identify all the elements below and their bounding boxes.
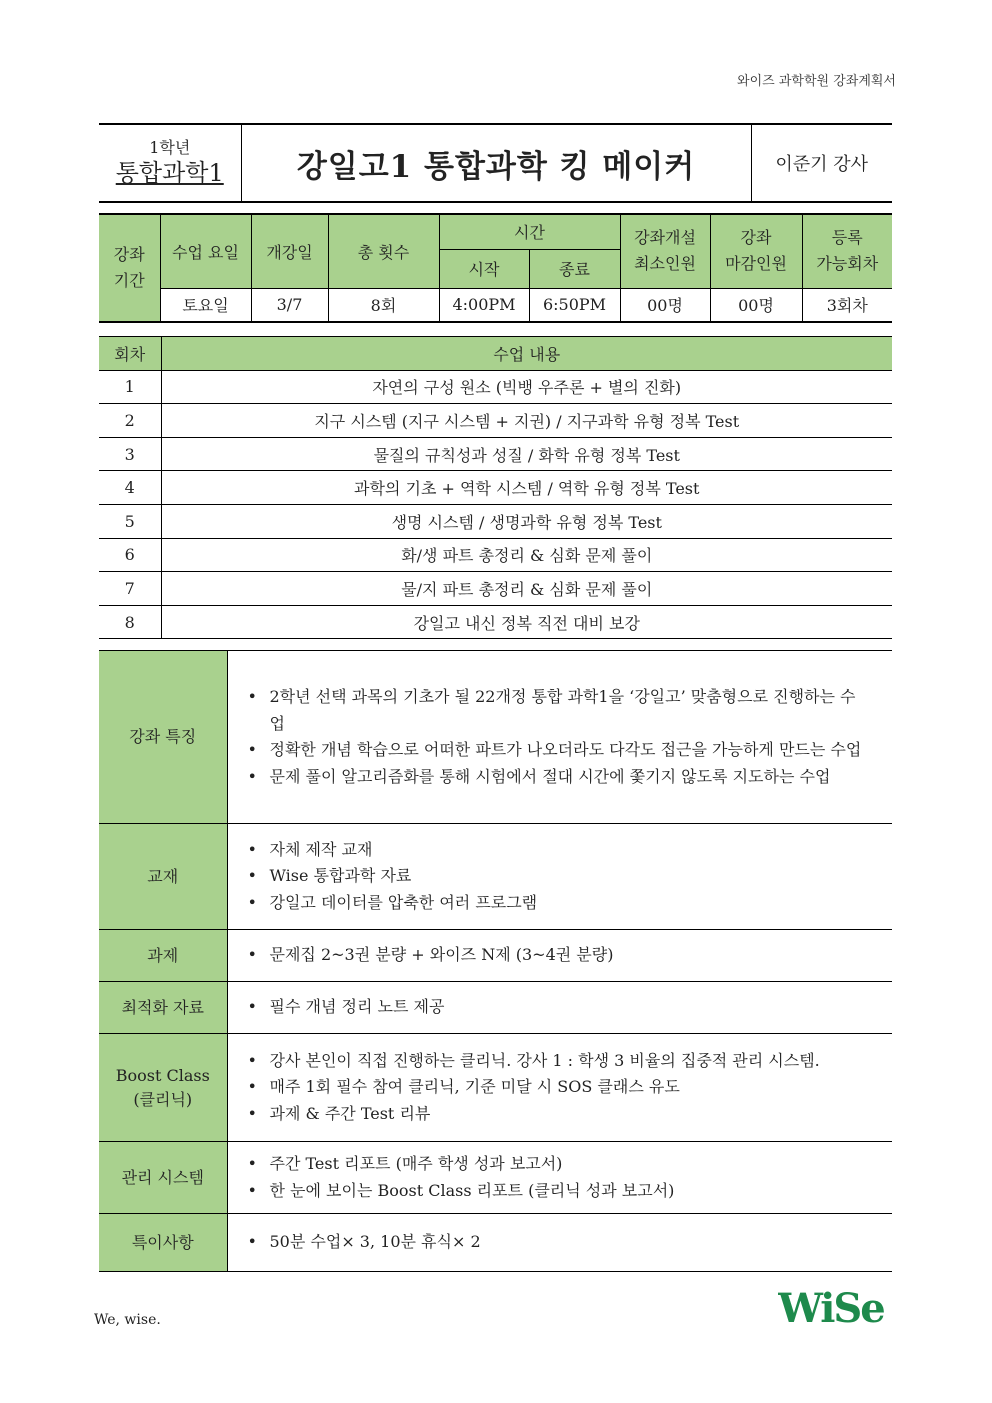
grade-subject-cell: [99, 124, 241, 202]
time-start-header: 시작: [439, 249, 529, 288]
session-content: 과학의 기초 + 역학 시스템 / 역학 유형 정복 Test: [161, 471, 892, 505]
title-block: [99, 123, 892, 203]
table-row: [99, 605, 892, 639]
feature-row: [99, 1142, 892, 1214]
table-row: [99, 471, 892, 505]
feature-row: [99, 824, 892, 930]
feature-row: [99, 651, 892, 824]
time-start-value: 4:00PM: [439, 288, 529, 322]
reg-header: 등록 가능회차: [802, 214, 892, 288]
session-content: 생명 시스템 / 생명과학 유형 정복 Test: [161, 504, 892, 538]
feature-label: 관리 시스템: [99, 1142, 227, 1214]
session-content: 지구 시스템 (지구 시스템 + 지권) / 지구과학 유형 정복 Test: [161, 404, 892, 438]
feature-item: • 과제 & 주간 Test 리뷰: [248, 1101, 871, 1128]
start-date-value: 3/7: [251, 288, 328, 322]
feature-item: • 한 눈에 보이는 Boost Class 리포트 (클리닉 성과 보고서): [248, 1178, 871, 1205]
session-no: 8: [99, 605, 161, 639]
session-no: 1: [99, 370, 161, 404]
session-no: 3: [99, 437, 161, 471]
table-row: [99, 538, 892, 572]
session-no: 2: [99, 404, 161, 438]
session-no: 6: [99, 538, 161, 572]
sessions-table: [99, 336, 892, 639]
grade-label: 1학년: [149, 138, 191, 157]
footer-slogan: We, wise.: [94, 1312, 161, 1328]
wise-logo-text: WiSe: [778, 1286, 884, 1330]
table-row: [99, 404, 892, 438]
feature-label: Boost Class (클리닉): [99, 1034, 227, 1142]
max-header: 강좌 마감인원: [710, 214, 802, 288]
course-title: 강일고1 통합과학 킹 메이커: [241, 124, 751, 202]
feature-item: • 문제 풀이 알고리즘화를 통해 시험에서 절대 시간에 쫓기지 않도록 지도하는 수업: [248, 764, 871, 791]
time-end-header: 종료: [529, 249, 620, 288]
session-no: 4: [99, 471, 161, 505]
session-content-header: 수업 내용: [161, 337, 892, 371]
min-header: 강좌개설 최소인원: [620, 214, 710, 288]
feature-label: 특이사항: [99, 1214, 227, 1272]
total-header: 총 횟수: [328, 214, 439, 288]
session-content: 자연의 구성 원소 (빅뱅 우주론 + 별의 진화): [161, 370, 892, 404]
teacher-name: 이준기 강사: [751, 124, 892, 202]
feature-item: • 필수 개념 정리 노트 제공: [248, 994, 871, 1021]
session-no: 5: [99, 504, 161, 538]
feature-item: • 매주 1회 필수 참여 클리닉, 기준 미달 시 SOS 클래스 유도: [248, 1074, 871, 1101]
table-row: [99, 572, 892, 606]
feature-label: 과제: [99, 930, 227, 982]
feature-item: • 자체 제작 교재: [248, 837, 871, 864]
table-row: [99, 437, 892, 471]
feature-label: 강좌 특징: [99, 651, 227, 824]
feature-item: • 50분 수업× 3, 10분 휴식× 2: [248, 1229, 871, 1256]
feature-item: • 2학년 선택 과목의 기초가 될 22개정 통합 과학1을 ‘강일고’ 맞춤형으로 진행하는 수업: [248, 684, 871, 737]
feature-item: • 주간 Test 리포트 (매주 학생 성과 보고서): [248, 1151, 871, 1178]
feature-label: 교재: [99, 824, 227, 930]
table-row: [99, 370, 892, 404]
session-no: 7: [99, 572, 161, 606]
feature-item: • 강일고 데이터를 압축한 여러 프로그램: [248, 890, 871, 917]
features-table: [99, 650, 892, 1272]
day-value: 토요일: [160, 288, 251, 322]
min-value: 00명: [620, 288, 710, 322]
total-value: 8회: [328, 288, 439, 322]
feature-item: • 정확한 개념 학습으로 어떠한 파트가 나오더라도 다각도 접근을 가능하게 만드는 수업: [248, 737, 871, 764]
start-date-header: 개강일: [251, 214, 328, 288]
table-row: [99, 504, 892, 538]
feature-row: [99, 1214, 892, 1272]
session-content: 강일고 내신 정복 직전 대비 보강: [161, 605, 892, 639]
session-content: 물질의 규칙성과 성질 / 화학 유형 정복 Test: [161, 437, 892, 471]
feature-row: [99, 930, 892, 982]
schedule-table: [99, 213, 892, 323]
feature-row: [99, 982, 892, 1034]
period-header: 강좌 기간: [99, 214, 160, 322]
feature-label: 최적화 자료: [99, 982, 227, 1034]
wise-logo: [778, 1286, 894, 1330]
day-header: 수업 요일: [160, 214, 251, 288]
max-value: 00명: [710, 288, 802, 322]
time-end-value: 6:50PM: [529, 288, 620, 322]
session-content: 물/지 파트 총정리 & 심화 문제 풀이: [161, 572, 892, 606]
feature-item: • 문제집 2~3권 분량 + 와이즈 N제 (3~4권 분량): [248, 942, 871, 969]
feature-row: [99, 1034, 892, 1142]
session-no-header: 회차: [99, 337, 161, 371]
feature-item: • Wise 통합과학 자료: [248, 863, 871, 890]
feature-item: • 강사 본인이 직접 진행하는 클리닉. 강사 1 : 학생 3 비율의 집중적 관리 시스템.: [248, 1048, 871, 1075]
subject-label: 통합과학1: [115, 159, 224, 187]
session-content: 화/생 파트 총정리 & 심화 문제 풀이: [161, 538, 892, 572]
reg-value: 3회차: [802, 288, 892, 322]
time-header: 시간: [439, 214, 620, 249]
document-header: 와이즈 과학학원 강좌계획서: [737, 74, 896, 89]
